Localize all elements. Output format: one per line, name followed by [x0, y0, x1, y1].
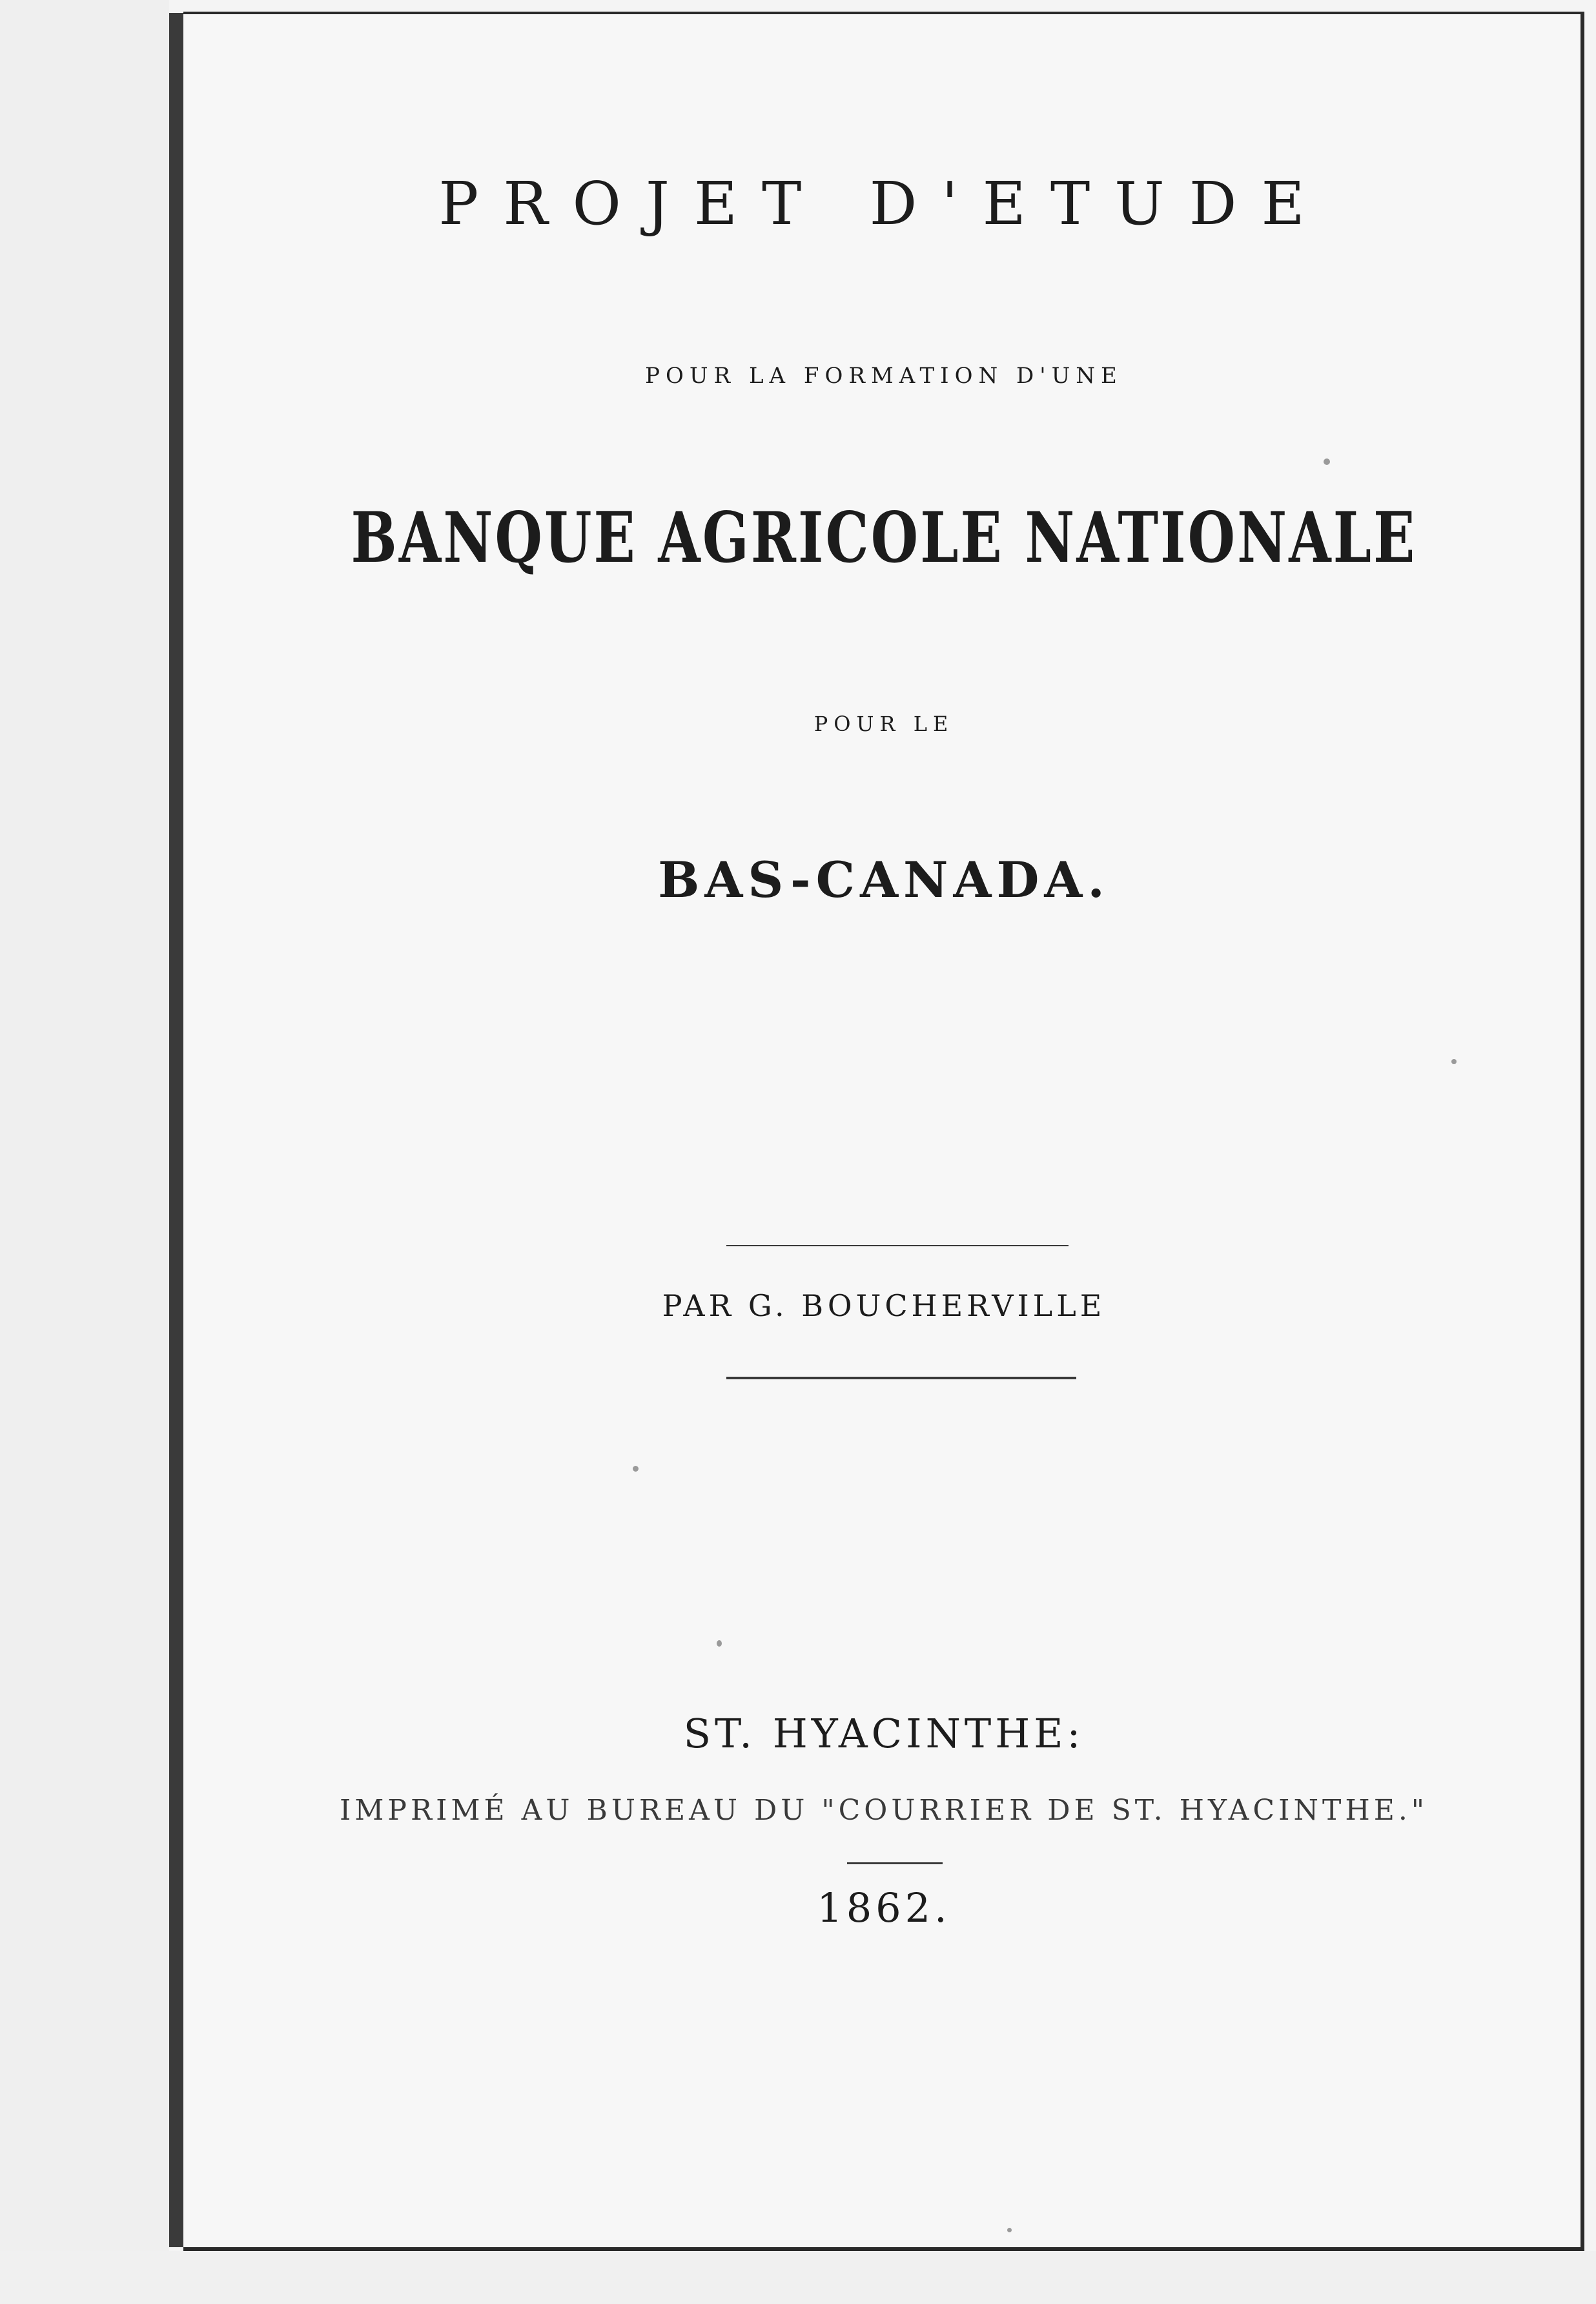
title-line-4: POUR LE	[813, 712, 954, 736]
divider-rule-bottom	[726, 1377, 1076, 1379]
title-line-5: BAS-CANADA.	[658, 851, 1110, 909]
imprint-printer: IMPRIMÉ AU BUREAU DU "COURRIER DE ST. HYACINTHE."	[339, 1794, 1429, 1827]
scan-speck	[717, 1640, 722, 1647]
title-line-3: BANQUE AGRICOLE NATIONALE	[351, 497, 1417, 579]
title-line-1: PROJET D'ETUDE	[438, 169, 1329, 238]
divider-rule-top	[726, 1245, 1069, 1246]
imprint-rule	[847, 1862, 943, 1864]
imprint-place: ST. HYACINTHE:	[683, 1710, 1085, 1757]
author-line: PAR G. BOUCHERVILLE	[662, 1288, 1106, 1323]
scan-speck	[1451, 1059, 1457, 1064]
imprint-year: 1862.	[817, 1884, 951, 1931]
title-line-2: POUR LA FORMATION D'UNE	[645, 363, 1123, 389]
scan-speck	[633, 1466, 639, 1472]
scan-speck	[1324, 458, 1330, 465]
scan-margin	[0, 2251, 1596, 2304]
binding-shadow	[169, 13, 183, 2247]
scan-speck	[1007, 2228, 1012, 2232]
facing-page-edge	[0, 0, 169, 2304]
